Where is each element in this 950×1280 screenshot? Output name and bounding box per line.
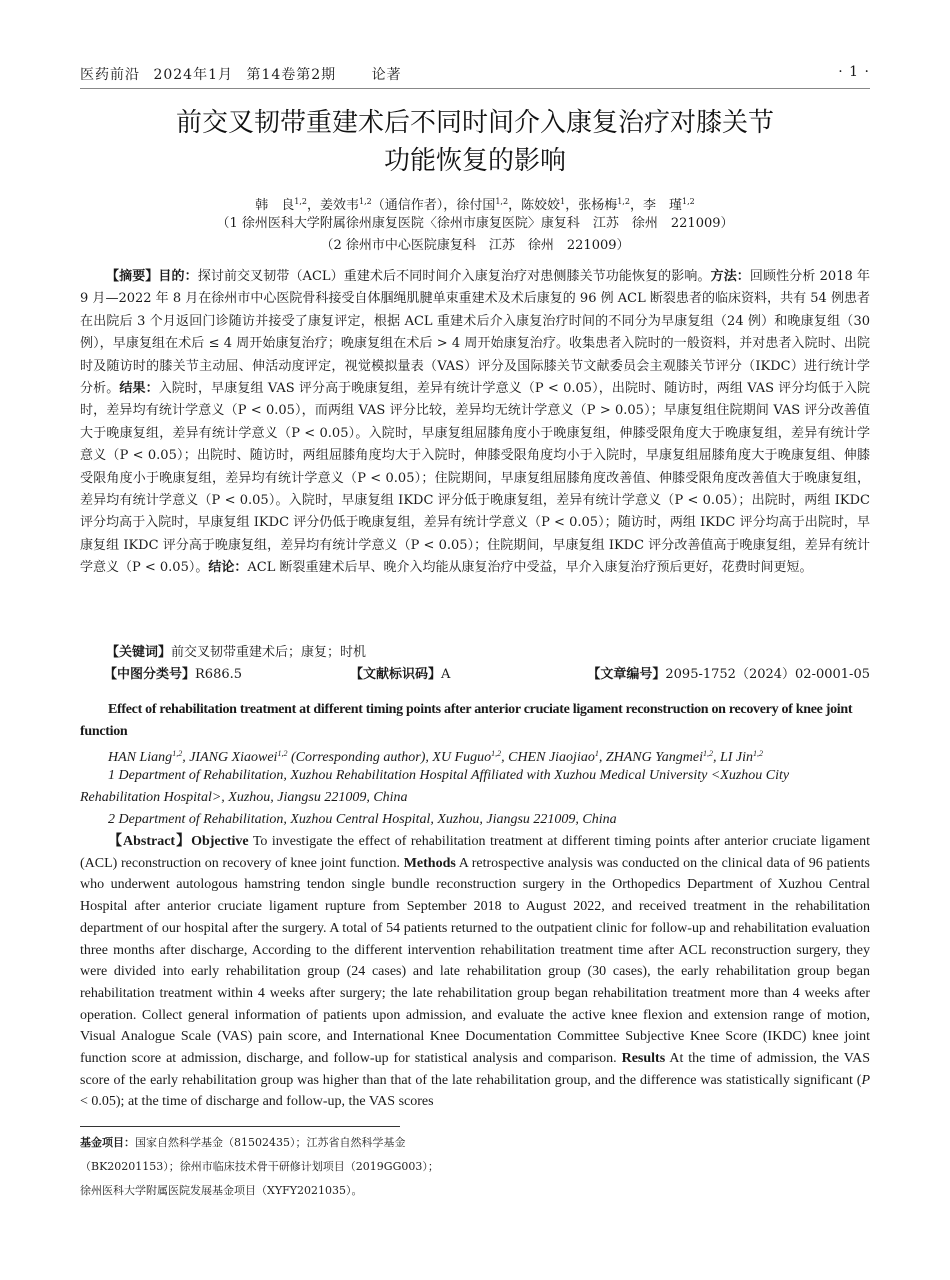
english-affiliation-2: 2 Department of Rehabilitation, Xuzhou Central Hospital, Xuzhou, Jiangsu 221009, China [108,812,617,827]
author-name: HAN Liang [108,750,173,765]
keywords-text: 前交叉韧带重建术后；康复；时机 [171,645,367,660]
author-separator: , [712,750,720,765]
author-affiliation-mark: 1,2 [702,749,713,758]
author-affiliation-mark: 1,2 [681,197,695,206]
author-name: 张杨梅 [578,198,618,213]
author-affiliation-mark: 1 [560,197,566,206]
author-name: 陈姣姣 [521,198,561,213]
author-affiliation-mark: 1,2 [294,197,308,206]
clc-label: 【中图分类号】 [104,667,196,682]
page-number: · 1 · [838,64,870,80]
funding-text-1: 国家自然科学基金（81502435）；江苏省自然科学基金 [135,1136,406,1149]
section-name: 论著 [371,67,402,83]
volume-issue: 第14卷第2期 [246,67,337,83]
clc-number [104,664,242,686]
author-name: 徐付国 [456,198,496,213]
author-separator: ， [508,198,522,213]
author-note: (Corresponding author) [287,750,426,765]
en-results-label: Results [621,1051,666,1067]
conclusion-text: ACL 断裂重建术后早、晚介入均能从康复治疗中受益，早介入康复治疗预后更好，花费时间更短。 [247,560,813,576]
en-results-p: P [861,1072,870,1088]
funding-label: 基金项目： [80,1136,135,1149]
en-abstract-tag: 【Abstract】 [108,834,192,849]
author-affiliation-mark: 1,2 [277,749,288,758]
affiliation-1: （1 徐州医科大学附属徐州康复医院〈徐州市康复医院〉康复科 江苏 徐州 221009） [216,216,734,231]
article-value: 2095-1752（2024）02-0001-05 [665,667,870,682]
journal-name: 医药前沿 [80,67,140,83]
author-separator: , [598,750,606,765]
chinese-abstract [80,266,870,580]
document-code [350,664,450,686]
footnote-rule [80,1126,400,1127]
en-methods-label: Methods [403,855,456,871]
doc-value: A [441,667,451,682]
doc-label: 【文献标识码】 [350,667,442,682]
results-label: 结果： [119,381,159,397]
en-objective-label: Objective [191,834,249,849]
footnote-line-1 [80,1131,870,1155]
footnote-line-3: 徐州医科大学附属医院发展基金项目（XYFY2021035）。 [80,1184,363,1197]
running-header [80,62,870,89]
author-name: JIANG Xiaowei [189,750,278,765]
author-affiliation-mark: 1,2 [359,197,372,206]
author-separator: ， [629,198,643,213]
english-title: Effect of rehabilitation treatment at different timing points after anterior cruciate ligament reconstruction on recovery of knee joint function [80,702,853,739]
author-separator: , [501,750,509,765]
author-separator: ， [443,198,457,213]
classification-row [80,664,870,686]
author-separator: , [182,750,190,765]
author-affiliation-mark: 1,2 [617,197,630,206]
keywords-label: 【关键词】 [106,645,172,660]
author-affiliation-mark: 1,2 [491,749,502,758]
affiliation-2: （2 徐州市中心医院康复科 江苏 徐州 221009） [320,238,630,253]
en-results-text-b: < 0.05); at the time of discharge and follow-up, the VAS scores [80,1094,434,1110]
author-affiliation-mark: 1,2 [172,749,183,758]
keywords [80,642,870,664]
author-note: （通信作者） [371,198,444,213]
author-affiliation-mark: 1,2 [495,197,509,206]
author-affiliation-mark: 1,2 [753,749,764,758]
author-name: 李 瑾 [642,198,682,213]
en-methods-text: A retrospective analysis was conducted on the clinical data of 96 patients who underwent autologous hamstring tendon single bundle reconstruction surgery in the Orthopedics Department of Xuzhou Central Hospital after anterior cruciate ligament rupture from September 2018 to August 2022, and received treatment in the rehabilitation department of our hospital after the surgery. A total of 54 patients returned to the outpatient clinic for follow-up and rehabilitation evaluation three months after discharge, According to the different intervention rehabilitation treatment time after ACL reconstruction surgery, they were divided into early rehabilitation group (24 cases) and late rehabilitation group (30 cases), the early rehabilitation group began rehabilitation treatment within 4 weeks after surgery; the late rehabilitation group began rehabilitation treatment more than 4 weeks after operation. Collect general information of patients upon admission, and evaluate the active knee flexion and extension range of motion, Visual Analogue Scale (VAS) pain score, and International Knee Documentation Committee Subjective Knee Score (IKDC) knee joint function score at admission, discharge, and follow-up for statistical analysis and comparison. [80,855,870,1067]
conclusion-label: 结论： [208,560,248,576]
author-name: 姜效韦 [320,198,360,213]
methods-text: 回顾性分析 2018 年 9 月—2022 年 8 月在徐州市中心医院骨科接受自体腘绳肌腱单束重建术及术后康复的 96 例 ACL 断裂患者的临床资料，共有 54 例患者在出院后 3 个月返回门诊随访并接受了康复评定，根据 ACL 重建术后介入康复治疗时间的不同分为早康复组（24 例）和晚康复组（30 例），早康复组在术后 ≤ 4 周开始康复治疗；晚康复组在术后 > 4 周开始康复治疗。收集患者入院时的一般资料，并对患者入院时、出院时及随访时的膝关节主动屈、伸活动度评定，视觉模拟量表（VAS）评分及国际膝关节文献委员会主观膝关节评分（IKDC）进行统计学分析。 [80,269,870,397]
title-line-1: 前交叉韧带重建术后不同时间介入康复治疗对膝关节 [175,108,774,138]
results-text: 入院时，早康复组 VAS 评分高于晚康复组，差异有统计学意义（P < 0.05），出院时、随访时，两组 VAS 评分均低于入院时，差异均有统计学意义（P < 0.05），而两组 VAS 评分比较，差异均无统计学意义（P > 0.05）；早康复组住院期间 VAS 评分改善值大于晚康复组，差异有统计学意义（P < 0.05）。入院时，早康复组屈膝角度小于晚康复组，伸膝受限角度大于晚康复组，差异有统计学意义（P < 0.05）；出院时、随访时，两组屈膝角度均大于入院时，伸膝受限角度均小于入院时，早康复组屈膝角度大于晚康复组、伸膝受限角度小于晚康复组，差异均有统计学意义（P < 0.05）；住院期间，早康复组屈膝角度改善值、伸膝受限角度改善值大于晚康复组，差异均有统计学意义（P < 0.05）。入院时，早康复组 IKDC 评分低于晚康复组，差异有统计学意义（P < 0.05）；出院时，两组 IKDC 评分均高于入院时，早康复组 IKDC 评分仍低于晚康复组，差异有统计学意义（P < 0.05）；随访时，两组 IKDC 评分均高于出院时，早康复组 IKDC 评分高于晚康复组，差异均有统计学意义（P < 0.05）；住院期间，早康复组 IKDC 评分改善值高于晚康复组，差异有统计学意义（P < 0.05）。 [80,381,870,576]
en-objective-text: To investigate the effect of rehabilitation treatment at different timing points after anterior cruciate ligament (ACL) reconstruction on recovery of knee joint function. [80,834,870,871]
author-separator: ， [307,198,321,213]
footnote-line-2: （BK20201153）；徐州市临床技术骨干研修计划项目（2019GG003）； [80,1160,439,1173]
english-affiliation-1: 1 Department of Rehabilitation, Xuzhou Rehabilitation Hospital Affiliated with Xuzhou Medical University <Xuzhou City Rehabilitation Hospital>, Xuzhou, Jiangsu 221009, China [80,768,790,805]
issue-date: 2024年1月 [153,67,233,83]
methods-label: 方法： [710,269,750,284]
title-line-2: 功能恢复的影响 [383,146,566,176]
author-separator: ， [565,198,579,213]
english-abstract [80,831,870,1113]
author-separator: , [425,750,433,765]
en-results-text-a: At the time of admission, the VAS score of the early rehabilitation group was higher than that of the late rehabilitation group, and the difference was statistically significant ( [80,1051,870,1088]
author-affiliation-mark: 1 [594,749,599,758]
author-name: ZHANG Yangmei [605,750,703,765]
author-name: CHEN Jiaojiao [508,750,595,765]
clc-value: R686.5 [195,667,243,682]
article-label: 【文章编号】 [587,667,666,682]
objective-text: 探讨前交叉韧带（ACL）重建术后不同时间介入康复治疗对患侧膝关节功能恢复的影响。 [197,269,711,284]
objective-label: 目的： [158,269,198,284]
author-name: 韩 良 [255,198,295,213]
author-name: LI Jin [719,750,754,765]
author-name: XU Fuguo [432,750,492,765]
abstract-tag: 【摘要】 [106,269,159,284]
funding-footnote [80,1131,870,1203]
article-number [587,664,870,686]
article-title [80,104,870,180]
